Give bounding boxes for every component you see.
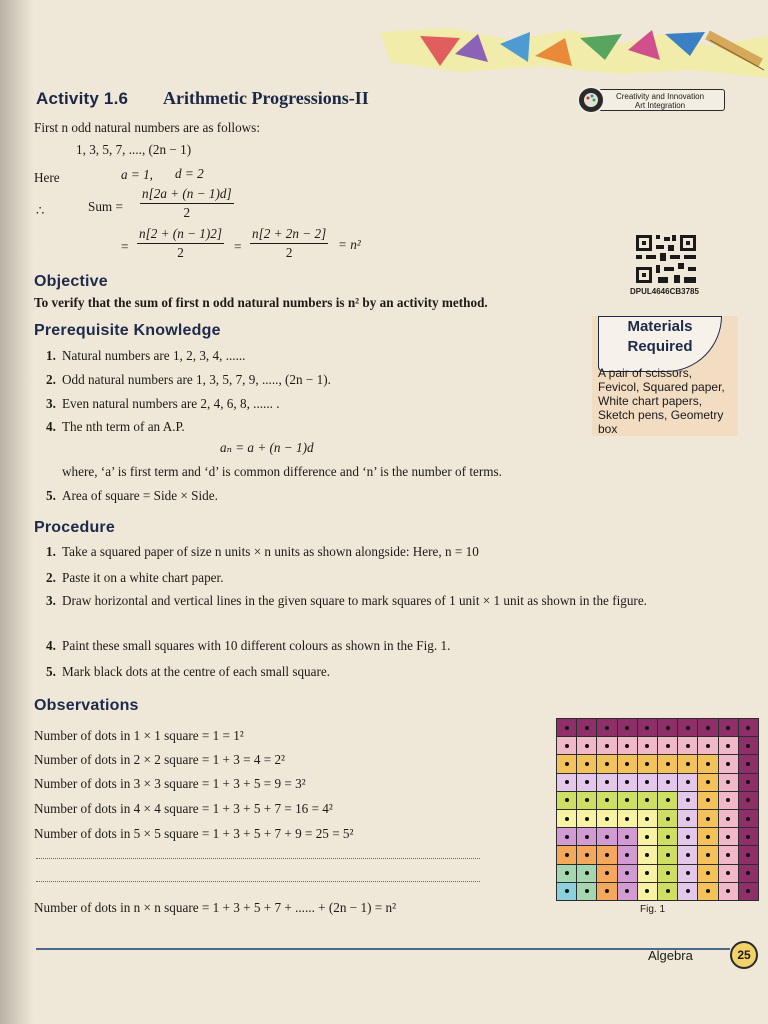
footer-rule: [36, 948, 730, 950]
page-number: 25: [730, 941, 758, 969]
objective-text: To verify that the sum of first n odd natural numbers is n² by an activity method.: [34, 295, 488, 310]
grid-cell: [739, 755, 758, 772]
grid-cell: [739, 719, 758, 736]
grid-cell: [739, 792, 758, 809]
colored-dot-grid-figure: [556, 718, 759, 901]
grid-cell: [678, 719, 697, 736]
sum-formula-fraction: [140, 186, 234, 221]
list-item: 4. The nth term of an A.P.: [46, 419, 185, 434]
observation-line: Number of dots in 2 × 2 square = 1 + 3 = 4 = 2²: [34, 752, 286, 767]
grid-cell: [597, 774, 616, 791]
grid-cell: [557, 774, 576, 791]
grid-cell: [739, 865, 758, 882]
materials-title-line2: Required: [627, 338, 693, 355]
grid-cell: [698, 846, 717, 863]
grid-cell: [638, 883, 657, 900]
equals-sign: =: [234, 239, 242, 254]
grid-cell: [678, 828, 697, 845]
grid-cell: [557, 719, 576, 736]
list-item: 1. Take a squared paper of size n units × n units as shown alongside: Here, n = 10: [46, 544, 479, 559]
grid-cell: [678, 883, 697, 900]
materials-title-line1: Materials: [627, 318, 693, 335]
grid-cell: [638, 755, 657, 772]
grid-cell: [719, 846, 738, 863]
grid-cell: [618, 810, 637, 827]
grid-cell: [658, 883, 677, 900]
sum-formula-numerator: n[2a + (n − 1)d]: [140, 186, 234, 204]
grid-cell: [577, 865, 596, 882]
grid-cell: [557, 865, 576, 882]
sum-result: = n²: [338, 237, 361, 252]
grid-cell: [557, 883, 576, 900]
grid-cell: [618, 737, 637, 754]
grid-cell: [678, 737, 697, 754]
activity-label: Activity 1.6: [36, 89, 129, 108]
grid-cell: [678, 792, 697, 809]
grid-cell: [618, 865, 637, 882]
grid-cell: [577, 719, 596, 736]
grid-cell: [678, 865, 697, 882]
page-binding-shadow: [0, 0, 34, 1024]
grid-cell: [739, 883, 758, 900]
grid-cell: [577, 737, 596, 754]
badge-text-line1: Creativity and Innovation: [615, 92, 705, 101]
grid-cell: [557, 828, 576, 845]
observations-heading: Observations: [34, 697, 139, 714]
grid-cell: [678, 810, 697, 827]
grid-cell: [658, 774, 677, 791]
grid-cell: [618, 719, 637, 736]
grid-cell: [658, 737, 677, 754]
grid-cell: [739, 846, 758, 863]
grid-cell: [638, 810, 657, 827]
art-palette-icon: [577, 86, 605, 114]
grid-cell: [597, 828, 616, 845]
list-item: 1. Natural numbers are 1, 2, 3, 4, ......: [46, 348, 246, 363]
step2-denominator: 2: [285, 245, 293, 260]
qr-code-icon: [634, 233, 698, 285]
grid-cell: [577, 810, 596, 827]
creativity-badge: [577, 86, 725, 114]
grid-cell: [658, 828, 677, 845]
blank-answer-line: [36, 858, 480, 859]
grid-cell: [698, 719, 717, 736]
grid-cell: [597, 846, 616, 863]
grid-cell: [597, 719, 616, 736]
grid-cell: [597, 865, 616, 882]
header-decoration-art: [360, 26, 768, 90]
grid-cell: [658, 810, 677, 827]
grid-cell: [577, 774, 596, 791]
grid-cell: [557, 737, 576, 754]
grid-cell: [719, 737, 738, 754]
grid-cell: [557, 755, 576, 772]
grid-cell: [597, 792, 616, 809]
step1-fraction: [137, 226, 224, 261]
grid-cell: [638, 719, 657, 736]
grid-cell: [698, 737, 717, 754]
list-item: 2. Paste it on a white chart paper.: [46, 570, 224, 585]
list-item: 5. Mark black dots at the centre of each small square.: [46, 664, 331, 679]
grid-cell: [597, 755, 616, 772]
materials-box: [592, 316, 738, 436]
grid-cell: [719, 828, 738, 845]
first-term-value: a = 1,: [121, 167, 153, 182]
procedure-heading: Procedure: [34, 519, 115, 536]
list-item: 4. Paint these small squares with 10 different colours as shown in the Fig. 1.: [46, 638, 451, 653]
grid-cell: [698, 883, 717, 900]
grid-cell: [597, 810, 616, 827]
grid-cell: [658, 865, 677, 882]
grid-cell: [658, 755, 677, 772]
step2-numerator: n[2 + 2n − 2]: [250, 226, 328, 244]
chapter-name: Algebra: [648, 948, 693, 963]
grid-cell: [618, 792, 637, 809]
equals-sign: =: [121, 239, 129, 254]
grid-cell: [698, 810, 717, 827]
intro-line: First n odd natural numbers are as follows:: [34, 120, 260, 135]
grid-cell: [638, 865, 657, 882]
list-item: 3. Even natural numbers are 2, 4, 6, 8, ...... .: [46, 396, 280, 411]
grid-cell: [618, 828, 637, 845]
grid-cell: [577, 755, 596, 772]
grid-cell: [557, 810, 576, 827]
grid-cell: [658, 719, 677, 736]
materials-description: A pair of scissors, Fevicol, Squared paper, White chart papers, Sketch pens, Geometry box: [598, 366, 725, 436]
grid-cell: [577, 846, 596, 863]
list-item: 2. Odd natural numbers are 1, 3, 5, 7, 9, ....., (2n − 1).: [46, 372, 331, 387]
grid-cell: [698, 792, 717, 809]
grid-cell: [698, 755, 717, 772]
blank-answer-line: [36, 881, 480, 882]
grid-cell: [678, 755, 697, 772]
grid-cell: [638, 774, 657, 791]
badge-text-line2: Art Integration: [634, 101, 686, 110]
grid-cell: [638, 792, 657, 809]
sum-label: Sum =: [88, 199, 123, 214]
list-item: 5. Area of square = Side × Side.: [46, 488, 218, 503]
grid-cell: [557, 792, 576, 809]
activity-title: Arithmetic Progressions-II: [163, 88, 369, 108]
grid-cell: [739, 774, 758, 791]
here-label: Here: [34, 170, 60, 185]
grid-cell: [719, 865, 738, 882]
step1-denominator: 2: [177, 245, 184, 260]
grid-cell: [577, 792, 596, 809]
grid-cell: [638, 846, 657, 863]
common-difference-value: d = 2: [175, 166, 204, 181]
observation-line: Number of dots in 1 × 1 square = 1 = 1²: [34, 728, 244, 743]
therefore-symbol: ∴: [36, 203, 45, 218]
grid-cell: [658, 792, 677, 809]
grid-cell: [678, 846, 697, 863]
grid-cell: [618, 774, 637, 791]
sum-formula-denominator: 2: [183, 205, 191, 220]
grid-cell: [658, 846, 677, 863]
grid-cell: [618, 755, 637, 772]
grid-cell: [577, 883, 596, 900]
list-item: 3. Draw horizontal and vertical lines in the given square to mark squares of 1 unit × 1 unit as shown in the figure.: [46, 593, 647, 608]
grid-cell: [597, 737, 616, 754]
grid-cell: [719, 883, 738, 900]
figure-caption: Fig. 1: [640, 904, 666, 915]
step2-fraction: [250, 226, 328, 261]
observation-line: Number of dots in 4 × 4 square = 1 + 3 + 5 + 7 = 16 = 4²: [34, 801, 333, 816]
grid-cell: [618, 883, 637, 900]
grid-cell: [739, 737, 758, 754]
grid-cell: [698, 828, 717, 845]
grid-cell: [618, 846, 637, 863]
observation-line: Number of dots in 5 × 5 square = 1 + 3 + 5 + 7 + 9 = 25 = 5²: [34, 826, 354, 841]
observation-line: Number of dots in 3 × 3 square = 1 + 3 + 5 = 9 = 3²: [34, 776, 306, 791]
grid-cell: [638, 737, 657, 754]
observation-final-line: Number of dots in n × n square = 1 + 3 + 5 + 7 + ...... + (2n − 1) = n²: [34, 900, 397, 915]
odd-sequence: 1, 3, 5, 7, ...., (2n − 1): [76, 142, 192, 157]
grid-cell: [719, 792, 738, 809]
grid-cell: [719, 774, 738, 791]
grid-cell: [597, 883, 616, 900]
nth-term-formula: aₙ = a + (n − 1)d: [220, 440, 314, 455]
step1-numerator: n[2 + (n − 1)2]: [137, 226, 224, 244]
grid-cell: [638, 828, 657, 845]
grid-cell: [698, 865, 717, 882]
grid-cell: [739, 810, 758, 827]
grid-cell: [719, 755, 738, 772]
objective-heading: Objective: [34, 273, 108, 290]
grid-cell: [698, 774, 717, 791]
grid-cell: [719, 810, 738, 827]
grid-cell: [719, 719, 738, 736]
grid-cell: [678, 774, 697, 791]
grid-cell: [739, 828, 758, 845]
grid-cell: [577, 828, 596, 845]
formula-note: where, ‘a’ is first term and ‘d’ is common difference and ‘n’ is the number of terms.: [62, 464, 502, 479]
qr-code-id: DPUL4646CB3785: [630, 287, 699, 296]
prerequisite-heading: Prerequisite Knowledge: [34, 322, 221, 339]
grid-cell: [557, 846, 576, 863]
